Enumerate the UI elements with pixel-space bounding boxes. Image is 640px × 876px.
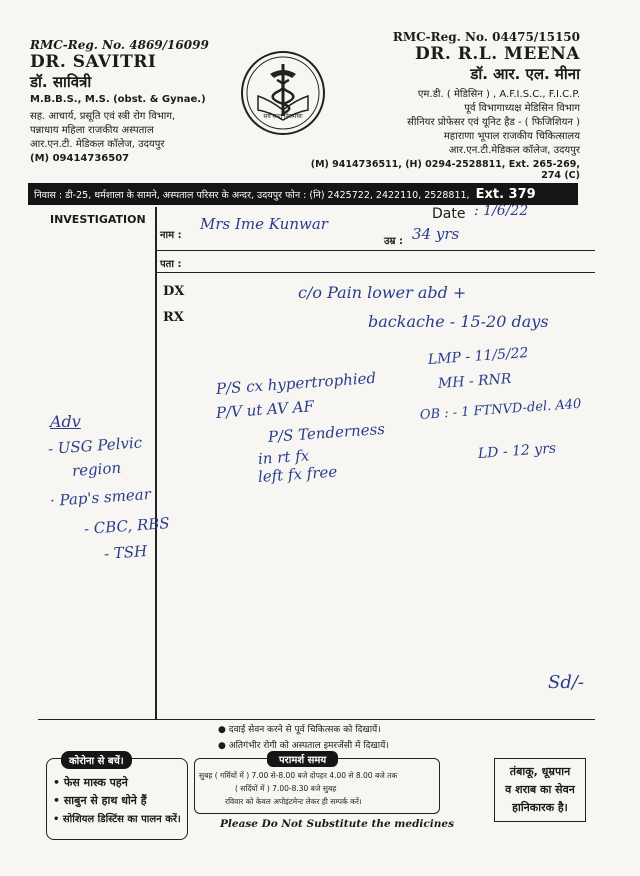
divider-address-row (155, 272, 595, 273)
doctor-left-line3: आर.एन.टी. मेडिकल कॉलेज, उदयपुर (30, 139, 165, 150)
complaint-line-1: c/o Pain lower abd + (298, 283, 467, 302)
divider-name-row (155, 250, 595, 251)
doctor-right-line4: आर.एन.टी.मेडिकल कॉलेज, उदयपुर (448, 145, 580, 156)
doctor-left-block (30, 38, 260, 164)
exam-ps-4: left fx free (257, 462, 338, 486)
note-1: ● दवाई सेवन करने से पूर्व चिकित्सक को दिखायें। (218, 725, 381, 735)
divider-bottom (38, 719, 595, 720)
bullet-icon: • (53, 794, 64, 807)
timing-line-1: सुबह ( गर्मियों में ) 7.00 से-8.00 बजे दोपहर 4.00 से 8.00 बजे तक (199, 771, 398, 780)
bullet-icon: • (53, 776, 64, 789)
timing-title: परामर्श समय (267, 751, 338, 767)
corona-item-1: • फेस मास्क पहने (53, 776, 128, 789)
name-label: नाम : (160, 230, 182, 241)
exam-ps-2: P/S Tenderness (267, 419, 386, 446)
doctor-left-line2: पन्नाधाय महिला राजकीय अस्पताल (30, 125, 154, 136)
doctor-right-line1: पूर्व विभागाध्यक्ष मेडिसिन विभाग (464, 103, 580, 114)
advice-item-1: - USG Pelvic (47, 433, 143, 458)
obs-note: OB : - 1 FTNVD-del. A40 (419, 396, 582, 423)
tobacco-line-2: व शराब का सेवन (505, 783, 575, 796)
advice-item-2: · Pap's smear (49, 484, 152, 510)
lmp-note: LMP - 11/5/22 (427, 344, 529, 368)
notes-block (218, 722, 518, 751)
handwritten-date: : 1/6/22 (474, 203, 529, 219)
bullet-icon: ● (218, 741, 229, 751)
address-label: पता : (160, 259, 182, 270)
doctor-right-block (300, 30, 580, 181)
timing-line-2: ( सर्दियों में ) 7.00-8.30 बजे सुबह (235, 784, 337, 793)
investigation-label: INVESTIGATION (50, 213, 146, 226)
tobacco-box (494, 758, 586, 822)
doctor-right-line3: महाराणा भूपाल राजकीय चिकित्सालय (443, 131, 580, 142)
exam-ps-3: in rt fx (257, 446, 310, 468)
ld-note: LD - 12 yrs (477, 440, 557, 462)
address-text: निवास : डी-25, धर्मशाला के सामने, अस्पताल परिसर के अन्दर, उदयपुर फोन : (नि) 2425722, 2422110, 2528811, (34, 189, 470, 201)
divider-vertical (155, 207, 157, 719)
date-label: Date (432, 206, 466, 222)
dx-symbol: DX (163, 284, 185, 299)
doctor-right-name-en: DR. R.L. MEENA (414, 44, 580, 64)
advice-heading: Adv (50, 412, 81, 431)
age-label: उम्र : (384, 236, 403, 247)
doctor-right-phone: (M) 9414736511, (H) 0294-2528811, Ext. 265-269, 274 (C) (310, 159, 580, 181)
doctor-left-phone: (M) 09414736507 (30, 153, 130, 164)
doctor-left-reg: RMC-Reg. No. 4869/16099 (30, 38, 209, 52)
doctor-left-name-hi: डॉ. सावित्री (30, 73, 92, 91)
address-ext: Ext. 379 (475, 186, 536, 202)
exam-pv: P/V ut AV AF (215, 397, 315, 422)
complaint-line-2: backache - 15-20 days (368, 312, 549, 331)
advice-item-4: - TSH (103, 542, 148, 563)
corona-list (47, 775, 187, 825)
doctor-right-reg: RMC-Reg. No. 04475/15150 (392, 30, 580, 44)
doctor-right-name-hi: डॉ. आर. एल. मीना (470, 65, 580, 83)
advice-item-1b: region (71, 458, 122, 480)
bullet-icon: ● (218, 725, 229, 735)
address-bar (28, 183, 578, 205)
doctor-right-degree: एम.डी. ( मेडिसिन ) , A.F.I.S.C., F.I.C.P. (417, 89, 580, 100)
rx-symbol: RX (163, 310, 184, 325)
tobacco-line-3: हानिकारक है। (512, 801, 568, 814)
handwritten-name: Mrs Ime Kunwar (200, 215, 328, 233)
doctor-signature: Sd/- (548, 672, 584, 693)
timing-line-3: रविवार को केवल अपोइंटमेन्ट लेकर ही सम्पर्क करें। (225, 797, 362, 806)
footer-text: Please Do Not Substitute the medicines (220, 818, 455, 830)
corona-box (46, 758, 188, 840)
note-2: ● अतिगंभीर रोगी को अस्पताल इमरजेंसी में दिखायें। (218, 741, 389, 751)
corona-item-3: • सोशियल डिस्टिंस का पालन करें। (53, 814, 181, 825)
advice-item-3: - CBC, RBS (83, 514, 171, 538)
doctor-left-name-en: DR. SAVITRI (30, 52, 157, 72)
logo-motto: सर्वे सन्तु निरामयाः (263, 113, 303, 120)
bullet-icon: • (53, 814, 63, 825)
doctor-left-line1: सह. आचार्य, प्रसूति एवं स्त्री रोग विभाग, (30, 111, 176, 122)
mh-note: MH - RNR (437, 370, 512, 392)
doctor-right-line2: सीनियर प्रोफेसर एवं यूनिट हैड - ( फिजिशियन ) (407, 117, 580, 128)
timing-box (194, 755, 440, 814)
exam-ps-1: P/S cx hypertrophied (215, 368, 377, 398)
corona-item-2: • साबुन से हाथ धोने हैं (53, 794, 147, 807)
doctor-left-degree: M.B.B.S., M.S. (obst. & Gynae.) (30, 94, 206, 105)
corona-title: कोरोना से बचें। (61, 751, 132, 769)
handwritten-age: 34 yrs (412, 225, 460, 243)
tobacco-line-1: तंबाकू, धूम्रपान (509, 765, 571, 778)
